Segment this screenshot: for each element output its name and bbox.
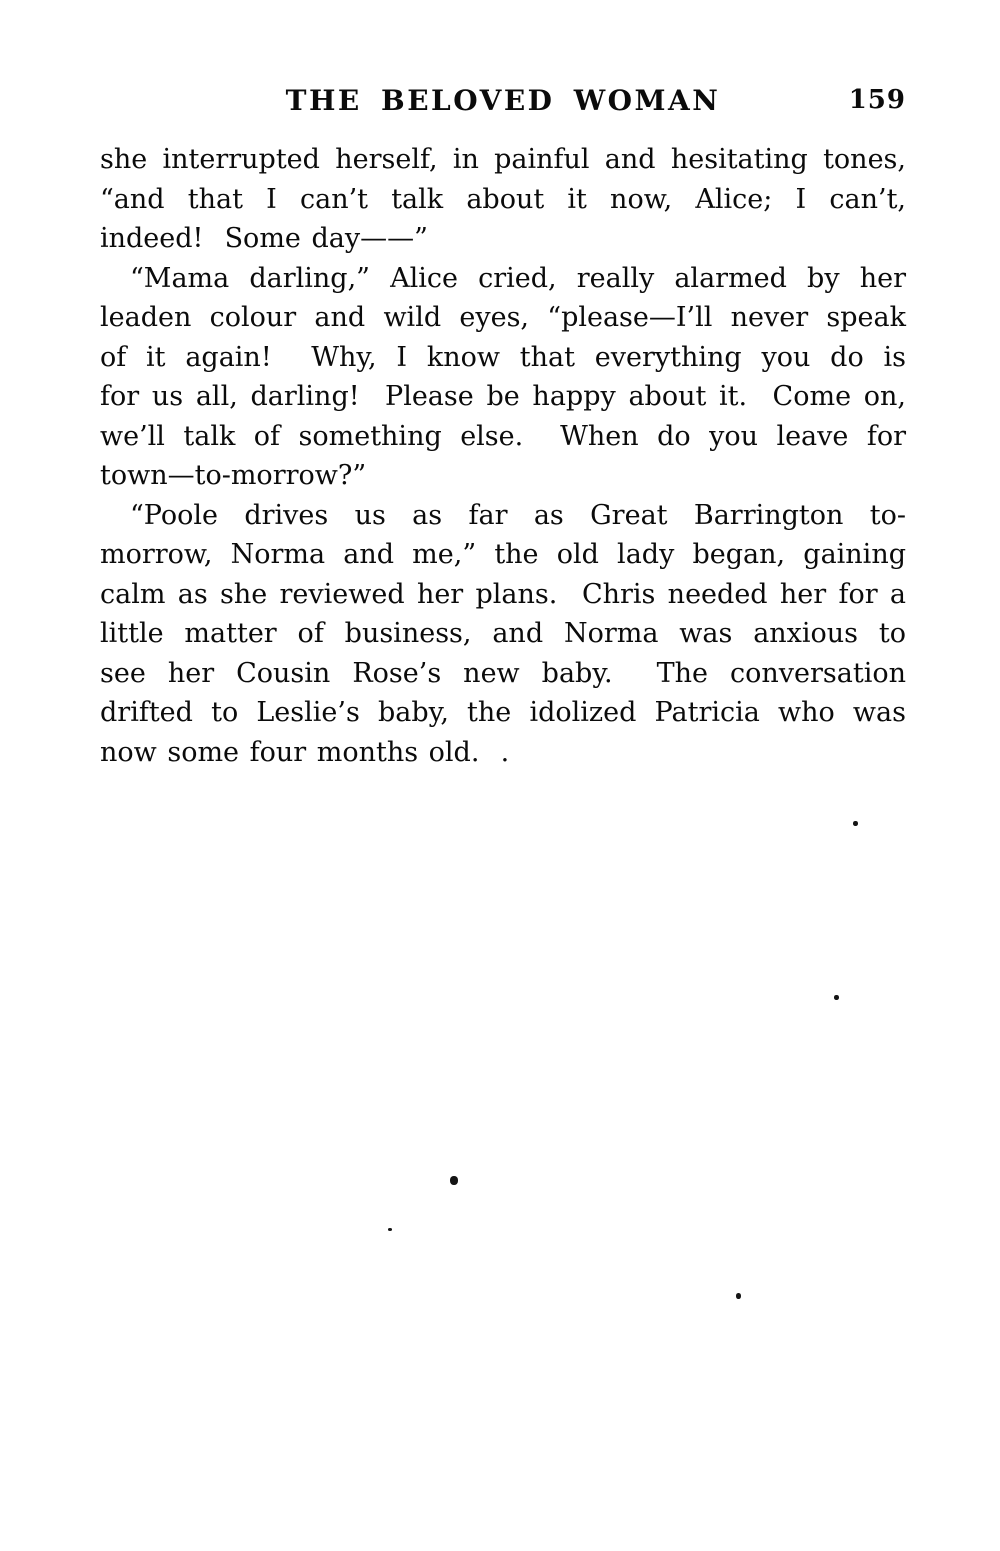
text-line: see her Cousin Rose’s new baby. The conversation xyxy=(100,657,906,689)
text-line: for us all, darling! Please be happy about it. Come on, xyxy=(100,381,906,412)
page-text xyxy=(100,140,906,772)
text-line: calm as she reviewed her plans. Chris needed her for a xyxy=(100,578,906,610)
text-line: we’ll talk of something else. When do you leave for xyxy=(100,420,906,452)
text-line: drifted to Leslie’s baby, the idolized Patricia who was xyxy=(100,697,906,728)
text-line: town—to-morrow?” xyxy=(100,460,367,491)
text-line: “and that I can’t talk about it now, Alice; I can’t, xyxy=(100,183,906,215)
scan-speck xyxy=(450,1176,458,1185)
page-number: 159 xyxy=(848,85,906,115)
text-line: leaden colour and wild eyes, “please—I’ll never speak xyxy=(100,302,906,333)
text-line: of it again! Why, I know that everything you do is xyxy=(100,341,906,373)
page-header xyxy=(100,84,906,124)
text-line: “Poole drives us as far as Great Barrington to- xyxy=(130,499,906,531)
text-line: indeed! Some day——” xyxy=(100,223,428,254)
text-line: little matter of business, and Norma was anxious to xyxy=(100,618,906,649)
text-line: morrow, Norma and me,” the old lady began, gaining xyxy=(100,539,906,570)
text-line: she interrupted herself, in painful and hesitating tones, xyxy=(100,144,906,175)
text-line: now some four months old. . xyxy=(100,736,510,768)
scan-speck xyxy=(736,1293,741,1299)
text-line: “Mama darling,” Alice cried, really alarmed by her xyxy=(130,262,906,294)
scan-speck xyxy=(388,1228,392,1231)
scan-speck xyxy=(853,821,858,826)
scan-speck xyxy=(834,995,839,1000)
running-title: THE BELOVED WOMAN xyxy=(285,84,721,117)
